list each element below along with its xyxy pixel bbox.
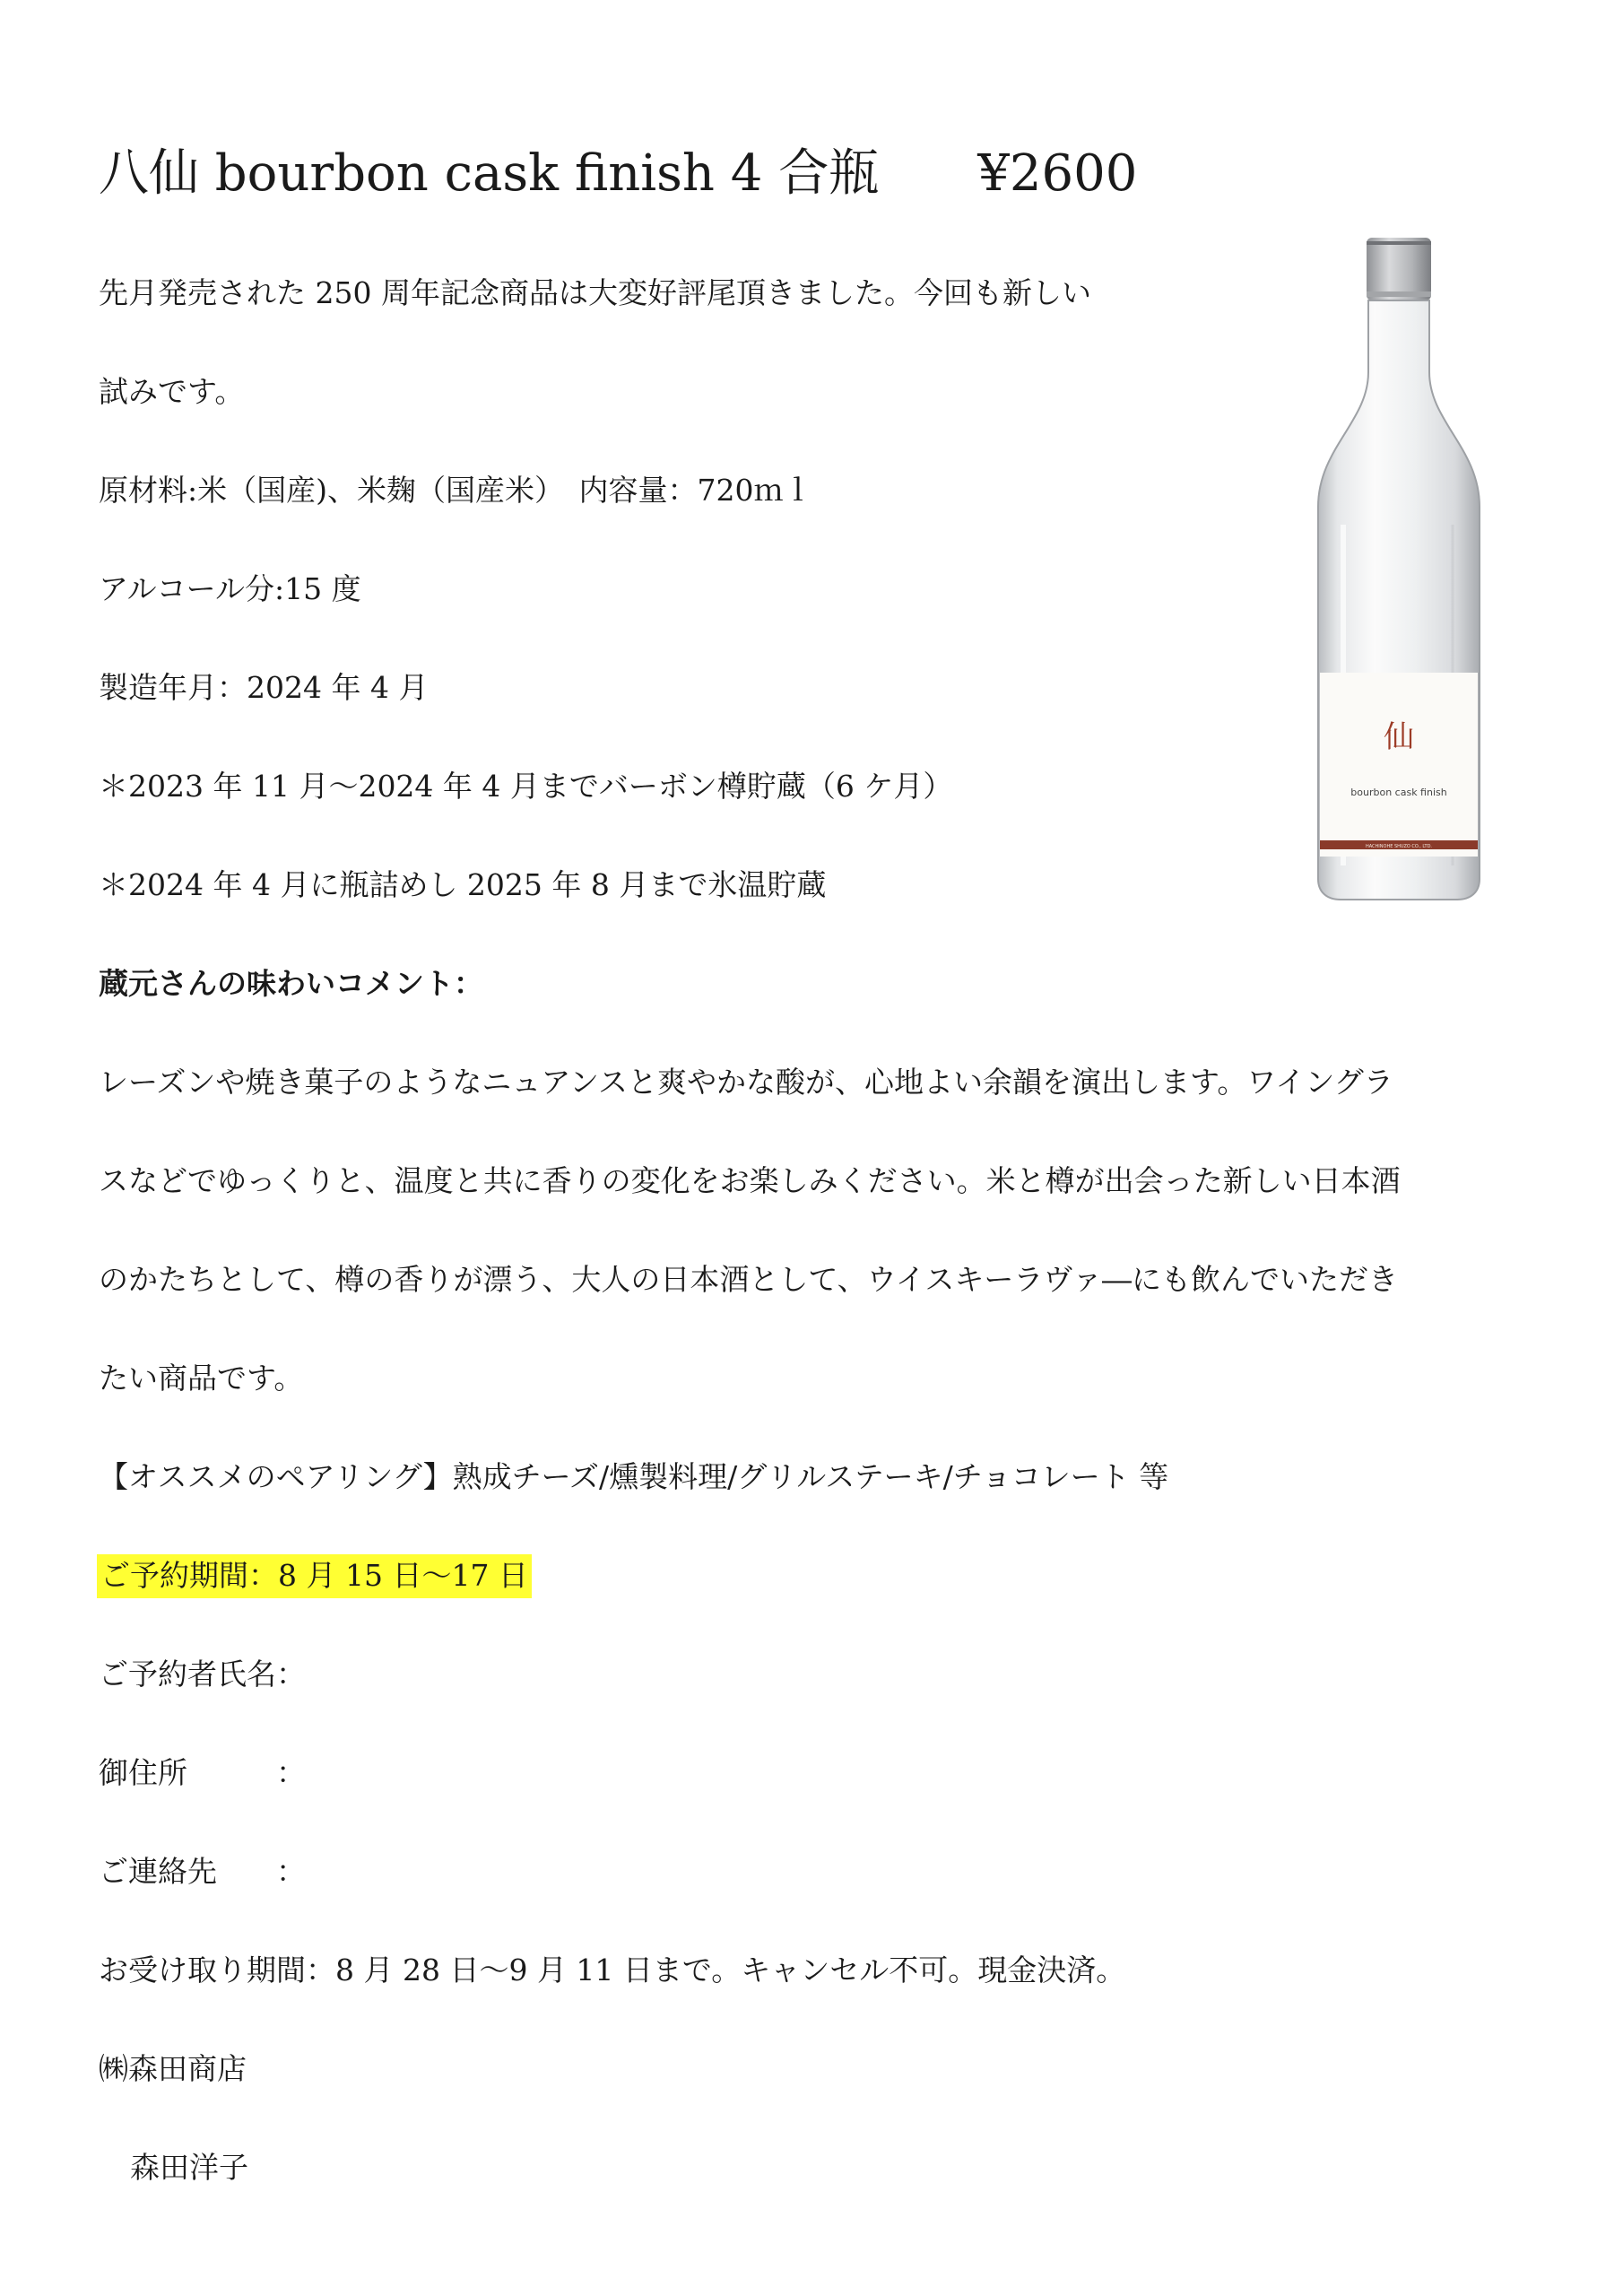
spec-ingredients: 原材料:米（国産)、米麹（国産米） 内容量：720ｍｌ xyxy=(99,473,813,508)
bottle-label-small-text: HACHINOHE SHUZO CO., LTD. xyxy=(1365,844,1433,849)
spec-note-1: ＊2023 年 11 月～2024 年 4 月までバーボン樽貯蔵（6 ケ月） xyxy=(99,769,953,804)
pickup-info: お受け取り期間：8 月 28 日～9 月 11 日まで。キャンセル不可。現金決済。 xyxy=(99,1952,1126,1987)
intro-line-2: 試みです。 xyxy=(99,374,245,409)
contact-person: 森田洋子 xyxy=(130,2150,248,2185)
bottle-logo-icon: 仙 xyxy=(1384,719,1414,755)
reservation-contact-label: ご連絡先 ： xyxy=(99,1854,306,1889)
pairing-text: 【オススメのペアリング】熟成チーズ/燻製料理/グリルステーキ/チョコレート 等 xyxy=(99,1459,1169,1494)
reservation-address-label: 御住所 ： xyxy=(99,1755,306,1790)
comment-line-4: たい商品です。 xyxy=(99,1361,304,1396)
bottle-label xyxy=(1320,673,1478,857)
spec-note-2: ＊2024 年 4 月に瓶詰めし 2025 年 8 月まで氷温貯蔵 xyxy=(99,867,827,902)
sake-bottle-image xyxy=(1309,238,1488,901)
spec-manufactured: 製造年月：2024 年 4 月 xyxy=(99,670,429,705)
company-name: ㈱森田商店 xyxy=(99,2051,247,2086)
product-name: 八仙 bourbon cask finish 4 合瓶 xyxy=(99,144,880,203)
spec-alcohol: アルコール分:15 度 xyxy=(99,571,361,606)
reservation-name-label: ご予約者氏名： xyxy=(99,1657,306,1692)
intro-line-1: 先月発売された 250 周年記念商品は大変好評尾頂きました。今回も新しい xyxy=(99,275,1091,310)
reservation-period-row xyxy=(99,1553,532,1598)
bottle-cap xyxy=(1367,238,1431,300)
product-price: ¥2600 xyxy=(977,144,1138,203)
reservation-period: ご予約期間：8 月 15 日～17 日 xyxy=(97,1554,532,1598)
comment-line-2: スなどでゆっくりと、温度と共に香りの変化をお楽しみください。米と樽が出会った新しい日本酒 xyxy=(99,1163,1401,1198)
product-title xyxy=(99,136,1137,212)
bottle-label-text: bourbon cask finish xyxy=(1350,787,1447,798)
comment-line-1: レーズンや焼き菓子のようなニュアンスと爽やかな酸が、心地よい余韻を演出します。ワイングラ xyxy=(99,1065,1393,1100)
comment-heading: 蔵元さんの味わいコメント： xyxy=(99,966,483,1001)
comment-line-3: のかたちとして、樽の香りが漂う、大人の日本酒として、ウイスキーラヴァ―にも飲んでいただき xyxy=(99,1262,1399,1297)
